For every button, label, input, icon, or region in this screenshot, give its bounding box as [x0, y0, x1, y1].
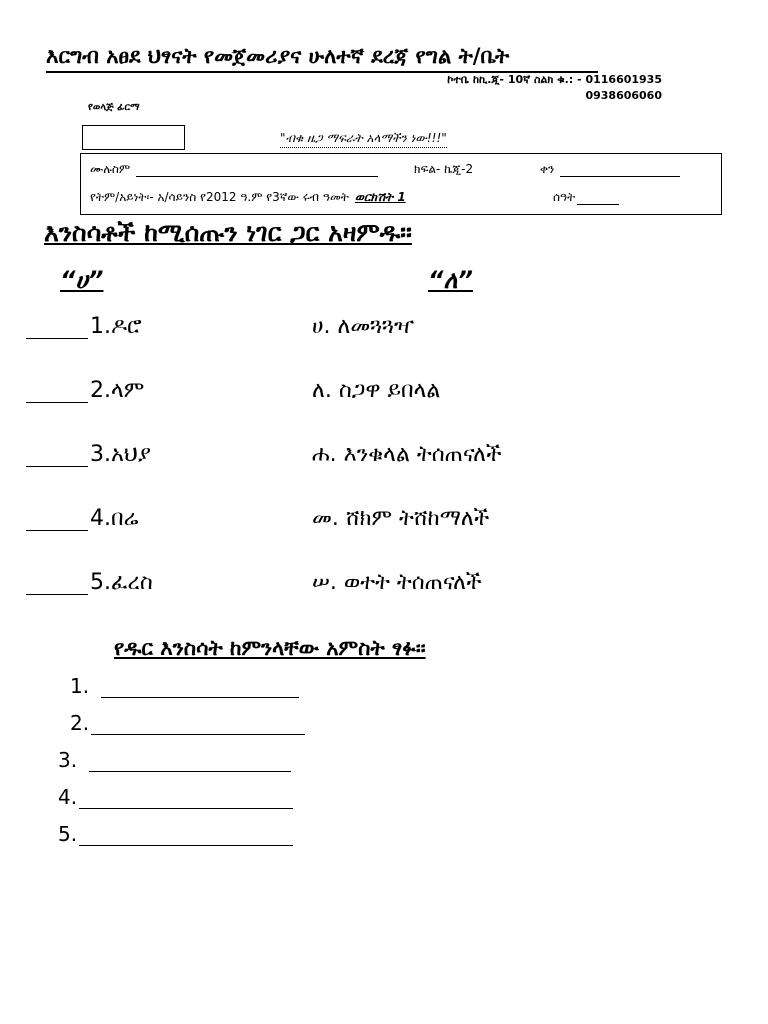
school-name: እርግብ አፀደ ህፃናት የመጀመሪያና ሁለተኛ ደረጃ የግል ት/ቤት — [46, 44, 510, 68]
school-motto: "ብቁ ዜጋ ማፍራት አላማችን ነው!!!" — [280, 131, 447, 148]
list-blank-2[interactable] — [91, 716, 305, 735]
subject-row — [90, 190, 406, 205]
list-item — [58, 748, 291, 772]
time-label: ሰዓት — [553, 190, 576, 204]
list-number-2: 2. — [70, 711, 90, 735]
name-row — [90, 162, 378, 177]
list-number-3: 3. — [58, 748, 78, 772]
answer-blank-3[interactable] — [26, 466, 88, 467]
answer-blank-2[interactable] — [26, 402, 88, 403]
list-item — [70, 674, 299, 698]
list-blank-4[interactable] — [79, 790, 293, 809]
address-phone: ኮተቤ ከኪ.ጂ- 10ኛ ስልክ ቁ.: - 0116601935 — [447, 73, 662, 86]
answer-blank-4[interactable] — [26, 530, 88, 531]
question-2: 2.ላም — [90, 378, 145, 403]
list-item — [58, 822, 293, 846]
answer-option-a: ሀ. ለመጓጓዣ — [312, 314, 415, 339]
worksheet-label: ወርክሽት 1 — [354, 190, 406, 204]
answer-option-d: መ. ሸክም ትሸከማለች — [312, 506, 490, 531]
question-5: 5.ፈረስ — [90, 570, 153, 595]
list-blank-3[interactable] — [89, 753, 291, 772]
mobile-phone: 0938606060 — [585, 89, 662, 102]
time-row — [553, 190, 619, 205]
list-number-1: 1. — [70, 674, 90, 698]
date-row — [540, 162, 680, 177]
wild-animals-title: የዱር እንስሳት ከምንላቸው አምስት ፃፉ፡፡ — [114, 636, 426, 660]
grade-row — [414, 162, 473, 177]
name-blank[interactable] — [136, 164, 378, 177]
grade-label: ክፍል- ኬጂ-2 — [414, 162, 474, 176]
column-a-header: “ሀ” — [60, 266, 104, 294]
list-blank-5[interactable] — [79, 827, 293, 846]
answer-option-b: ለ. ስጋዋ ይበላል — [312, 378, 441, 403]
contact-info — [447, 72, 662, 104]
answer-option-e: ሠ. ወተት ትሰጠናለች — [312, 570, 482, 595]
list-item — [70, 711, 305, 735]
subject-label: የትም/አይነት፡- አ/ሳይንስ የ2012 ዓ.ም የ3ኛው ሩብ ዓመት — [90, 190, 349, 204]
matching-title: እንስሳቶች ከሚሰጡን ነገር ጋር አዛምዱ፡፡ — [44, 218, 412, 247]
list-blank-1[interactable] — [101, 679, 299, 698]
question-1: 1.ዶሮ — [90, 314, 142, 339]
list-item — [58, 785, 293, 809]
question-3: 3.አህያ — [90, 442, 152, 467]
list-number-5: 5. — [58, 822, 78, 846]
date-blank[interactable] — [560, 164, 680, 177]
answer-blank-5[interactable] — [26, 594, 88, 595]
answer-option-c: ሐ. እንቁላል ትሰጠናለች — [312, 442, 502, 467]
signature-box[interactable] — [82, 125, 185, 150]
date-label: ቀን — [540, 162, 555, 176]
answer-blank-1[interactable] — [26, 338, 88, 339]
name-label: ሙሉስም — [90, 162, 131, 176]
parent-signature-label: የወላጅ ፊርማ — [88, 102, 140, 113]
list-number-4: 4. — [58, 785, 78, 809]
question-4: 4.በሬ — [90, 506, 139, 531]
time-blank[interactable] — [577, 192, 619, 205]
column-b-header: “ለ” — [428, 266, 473, 294]
